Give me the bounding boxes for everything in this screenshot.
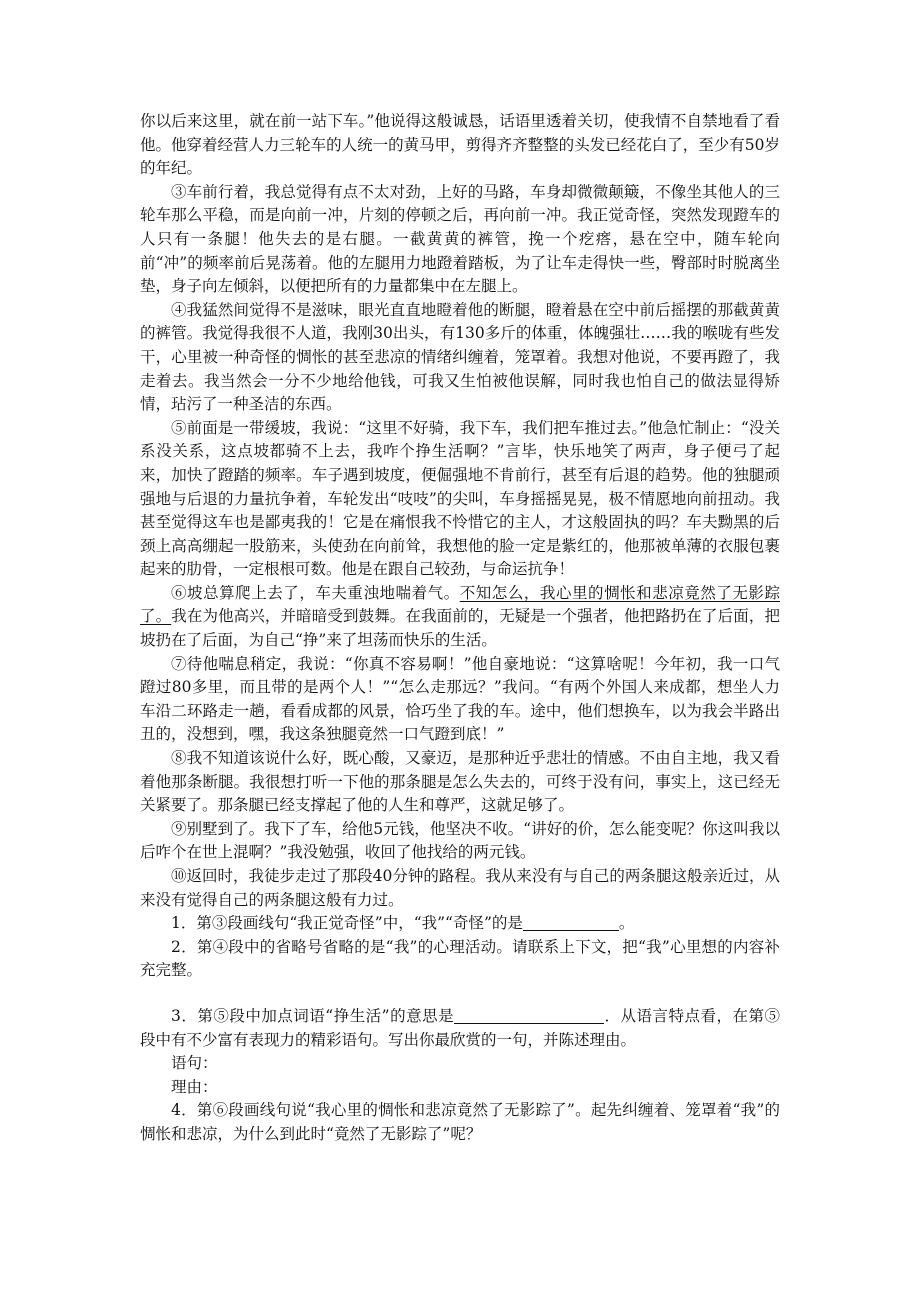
paragraph-4: ④我猛然间觉得不是滋味，眼光直直地瞪着他的断腿，瞪着悬在空中前后摇摆的那截黄黄的裤管。我觉得我很不人道，我刚30出头，有130多斤的体重，体魄强壮……我的喉咙有些发干，心里被一种奇怪的惆怅的甚至悲凉的情绪纠缠着，笼罩着。我想对他说，不要再蹬了，我走着去。我当然会一分不少地给他钱，可我又生怕被他误解，同时我也怕自己的做法显得矫情，玷污了一种圣洁的东西。	[140, 300, 780, 414]
question-3	[140, 1005, 780, 1052]
paragraph-10: ⑩返回时，我徒步走过了那段40分钟的路程。我从来没有与自己的两条腿这般亲近过，从来没有觉得自己的两条腿这般有力过。	[140, 867, 780, 909]
paragraph-continued: 你以后来这里，就在前一站下车。”他说得这般诚恳，话语里透着关切，使我情不自禁地看了看他。他穿着经营人力三轮车的人统一的黄马甲，剪得齐齐整整的头发已经花白了，至少有50岁的年纪。	[140, 112, 780, 178]
paragraph-3: ③车前行着，我总觉得有点不太对劲，上好的马路，车身却微微颠簸，不像坐其他人的三轮车那么平稳，而是向前一冲，片刻的停顿之后，再向前一冲。我正觉奇怪，突然发现蹬车的人只有一条腿！他失去的是右腿。一截黄黄的裤管，挽一个疙瘩，悬在空中，随车轮向前“冲”的频率前后晃荡着。他的左腿用力地蹬着踏板，为了让车走得快一些，臀部时时脱离坐垫，身子向左倾斜，以便把所有的力量都集中在左腿上。	[140, 182, 780, 296]
paragraph-6	[140, 582, 780, 653]
document-body	[140, 110, 780, 1147]
paragraph-7: ⑦待他喘息稍定，我说：“你真不容易啊！”他自豪地说：“这算啥呢！今年初，我一口气蹬过80多里，而且带的是两个人！”“怎么走那远？”我问。“有两个外国人来成都，想坐人力车沿二环路走一趟，看看成都的风景，恰巧坐了我的车。途中，他们想换车，以为我会半路出丑的，没想到，嘿，我这条独腿竟然一口气蹬到底！”	[140, 654, 780, 744]
question-1-end: 。	[618, 914, 635, 933]
question-3-end: ．从语言特点看，在第⑤段中有不少富有表现力的精彩语句。写出你最欣赏的一句，并陈述理由。	[140, 1006, 780, 1049]
underlined-sentence: 不知怎么，我心里的惆怅和悲凉竟然了无影踪了。	[140, 583, 780, 626]
reason-label: 理由：	[171, 1077, 218, 1096]
answer-blank-1[interactable]	[523, 914, 619, 931]
paragraph-5: ⑤前面是一带缓坡，我说：“这里不好骑，我下车，我们把车推过去。”他急忙制止：“没关系没关系，这点坡都骑不上去，我咋个挣生活啊？”言毕，快乐地笑了两声，身子便弓了起来，加快了蹬踏的频率。车子遇到坡度，便倔强地不肯前行，甚至有后退的趋势。他的独腿顽强地与后退的力量抗争着，车轮发出“吱吱”的尖叫，车身摇摇晃晃，极不情愿地向前扭动。我甚至觉得这车也是鄙夷我的！它是在痛恨我不怜惜它的主人，才这般固执的吗？车夫黝黑的后颈上高高绷起一股筋来，头使劲在向前耸，我想他的脸一定是紫红的，他那被单薄的衣服包裹起来的肋骨，一定根根可数。他是在跟自己较劲，与命运抗争！	[140, 418, 780, 579]
sentence-label: 语句：	[171, 1054, 218, 1073]
paragraph-9: ⑨别墅到了。我下了车，给他5元钱，他坚决不收。“讲好的价，怎么能变呢？你这叫我以后咋个在世上混啊？”我没勉强，收回了他找给的两元钱。	[140, 819, 780, 862]
question-4: 4．第⑥段画线句说“我心里的惆怅和悲凉竟然了无影踪了”。起先纠缠着、笼罩着“我”的惆怅和悲凉，为什么到此时“竟然了无影踪了”呢？	[140, 1101, 780, 1143]
paragraph-6-start: ⑥坡总算爬上去了，车夫重浊地喘着气。	[171, 583, 460, 602]
answer-blank-3[interactable]	[454, 1007, 604, 1024]
question-2: 2．第④段中的省略号省略的是“我”的心理活动。请联系上下文，把“我”心里想的内容补充完整。	[140, 937, 780, 980]
question-3-text: 3．第⑤段中加点词语“挣生活”的意思是	[171, 1006, 455, 1025]
paragraph-8: ⑧我不知道该说什么好，既心酸，又豪迈，是那种近乎悲壮的情感。不由自主地，我又看着他那条断腿。我很想打听一下他的那条腿是怎么失去的，可终于没有问，事实上，这已经无关紧要了。那条腿已经支撑起了他的人生和尊严，这就足够了。	[140, 749, 780, 815]
answer-space	[140, 983, 780, 1005]
question-1	[140, 912, 780, 936]
paragraph-6-end: 我在为他高兴，并暗暗受到鼓舞。在我面前的，无疑是一个强者，他把路扔在了后面，把坡扔在了后面，为自己“挣”来了坦荡而快乐的生活。	[140, 607, 780, 650]
question-1-text: 1．第③段画线句“我正觉奇怪”中，“我”“奇怪”的是	[171, 914, 523, 933]
